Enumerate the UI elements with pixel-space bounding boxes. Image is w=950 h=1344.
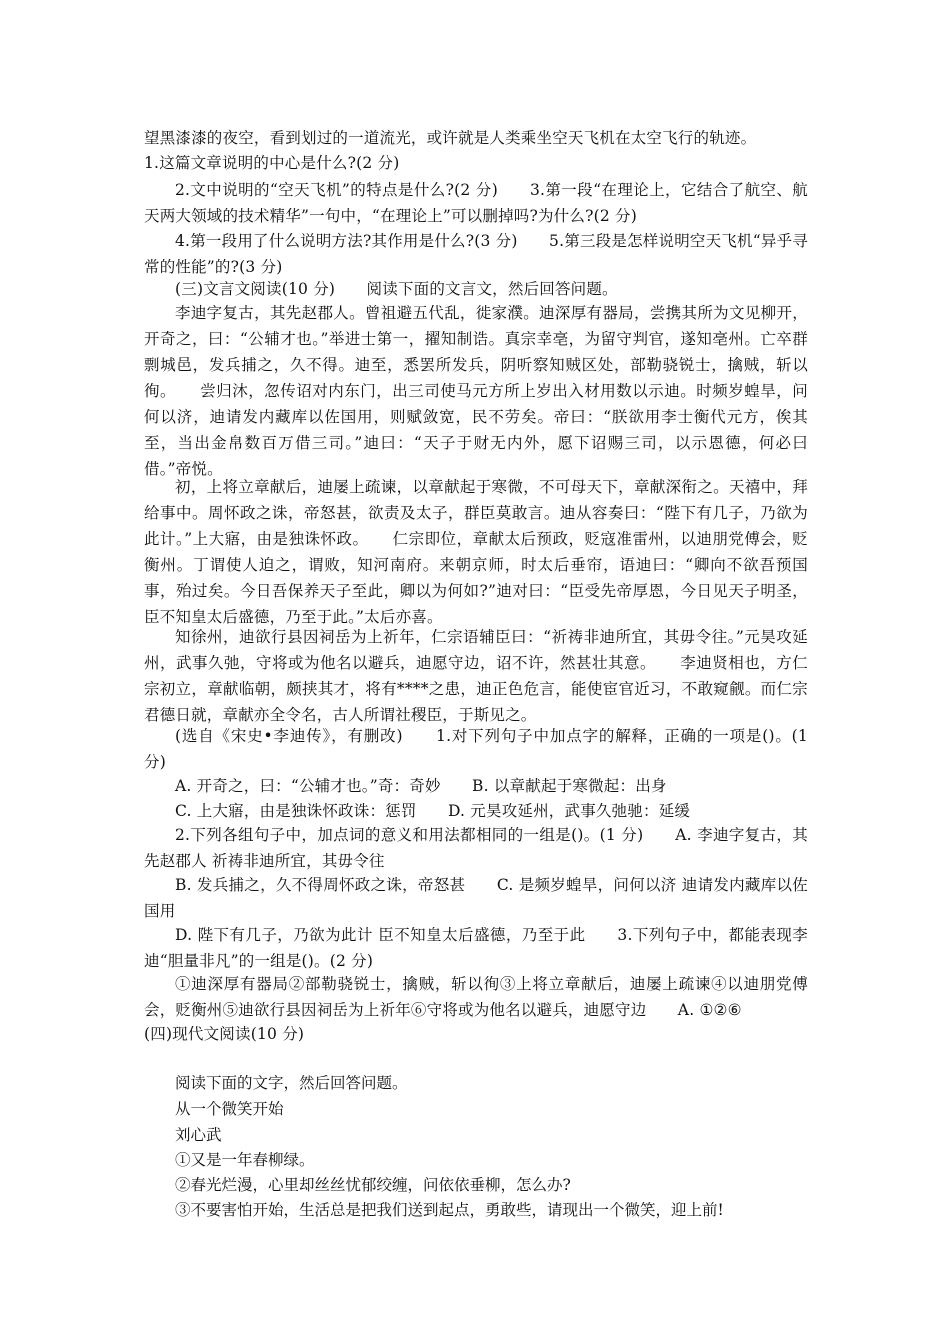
question-1: 1.这篇文章说明的中心是什么?(2 分) <box>144 154 400 172</box>
question-4-5: 4.第一段用了什么说明方法?其作用是什么?(3 分) 5.第三段是怎样说明空天飞机“异乎寻常的性能”的?(3 分) <box>144 232 808 276</box>
options-b-c: B. 发兵捕之，久不得周怀政之诛，帝怒甚 C. 是频岁蝗旱，问何以济 迪请发内藏库以佐国用 <box>144 876 808 920</box>
section-heading-modern: (四)现代文阅读(10 分) <box>144 1025 305 1043</box>
classical-paragraph-2: 初，上将立章献后，迪屡上疏谏，以章献起于寒微，不可母天下，章献深衔之。天禧中，拜给事中。周怀政之诛，帝怒甚，欲责及太子，群臣莫敢言。迪从容奏曰：“陛下有几子，乃欲为此计。”上大寤，由是独诛怀政。 仁宗即位，章献太后预政，贬寇准雷州，以迪朋党傅会，贬衡州。丁谓使人迫之，谓败，知河南府。来朝京师，时太后垂帘，语迪曰：“卿向不欲吾预国事，殆过矣。今日吾保养天子至此，卿以为何如?”迪对曰：“臣受先帝厚恩，今日见天子明圣，臣不知皇太后盛德，乃至于此。”太后亦喜。 <box>144 478 808 626</box>
question-3-choices: ①迪深厚有器局②部勒骁锐士，擒贼，斩以徇③上将立章献后，迪屡上疏谏④以迪朋党傅会，贬衡州⑤迪欲行县因祠岳为上祈年⑥守将或为他名以避兵，迪愿守边 A. ①②⑥ <box>144 975 808 1019</box>
article-line-3: ③不要害怕开始，生活总是把我们送到起点，勇敢些，请现出一个微笑，迎上前! <box>175 1201 724 1219</box>
section-heading-classical: (三)文言文阅读(10 分) 阅读下面的文言文，然后回答问题。 <box>175 280 618 298</box>
reading-instruction: 阅读下面的文字，然后回答问题。 <box>175 1074 408 1092</box>
question-2-3: 2.文中说明的“空天飞机”的特点是什么?(2 分) 3.第一段“在理论上，它结合了航空、航天两大领域的技术精华”一句中，“在理论上”可以删掉吗?为什么?(2 分) <box>144 181 808 225</box>
classical-paragraph-3: 知徐州，迪欲行县因祠岳为上祈年，仁宗语辅臣曰：“祈祷非迪所宜，其毋令往。”元昊攻延州，武事久弛，守将或为他名以避兵，迪愿守边，诏不许，然甚壮其意。 李迪贤相也，方仁宗初立，章献临朝，颇挟其才，将有****之患，迪正色危言，能使宦官近习，不敢窥觎。而仁宗君德日就，章献亦全令名，古人所谓社稷臣，于斯见之。 <box>144 628 808 724</box>
option-c-d: C. 上大寤，由是独诛怀政诛：惩罚 D. 元昊攻延州，武事久弛驰：延缓 <box>175 802 691 820</box>
option-d-question-3: D. 陛下有几子，乃欲为此计 臣不知皇太后盛德，乃至于此 3.下列句子中，都能表现李迪“胆量非凡”的一组是()。(2 分) <box>144 926 808 970</box>
text-line: 望黑漆漆的夜空，看到划过的一道流光，或许就是人类乘坐空天飞机在太空飞行的轨迹。 <box>144 129 757 147</box>
option-a-b: A. 开奇之，曰：“公辅才也。”奇：奇妙 B. 以章献起于寒微起：出身 <box>175 777 667 795</box>
article-title: 从一个微笑开始 <box>175 1100 284 1118</box>
article-line-1: ①又是一年春柳绿。 <box>175 1151 315 1169</box>
article-author: 刘心武 <box>175 1126 222 1144</box>
question-2-option-a: 2.下列各组句子中，加点词的意义和用法都相同的一组是()。(1 分) A. 李迪字复古，其先赵郡人 祈祷非迪所宜，其毋令往 <box>144 826 808 870</box>
article-line-2: ②春光烂漫，心里却丝丝忧郁绞缠，问依依垂柳，怎么办? <box>175 1176 571 1194</box>
source-and-question-1: (选自《宋史•李迪传》，有删改) 1.对下列句子中加点字的解释，正确的一项是()。(1 分) <box>144 727 808 771</box>
classical-paragraph-1: 李迪字复古，其先赵郡人。曾祖避五代乱，徙家濮。迪深厚有器局，尝携其所为文见柳开，开奇之，曰：“公辅才也。”举进士第一，擢知制诰。真宗幸亳，为留守判官，遂知亳州。亡卒群剽城邑，发兵捕之，久不得。迪至，悉罢所发兵，阴听察知贼区处，部勒骁锐士，擒贼，斩以徇。 尝归沐，忽传诏对内东门，出三司使马元方所上岁出入材用数以示迪。时频岁蝗旱，问何以济，迪请发内藏库以佐国用，则赋敛宽，民不劳矣。帝曰：“朕欲用李士衡代元方，俟其至，当出金帛数百万借三司。”迪曰：“天子于财无内外，愿下诏赐三司，以示恩德，何必曰借。”帝悦。 <box>144 304 808 478</box>
